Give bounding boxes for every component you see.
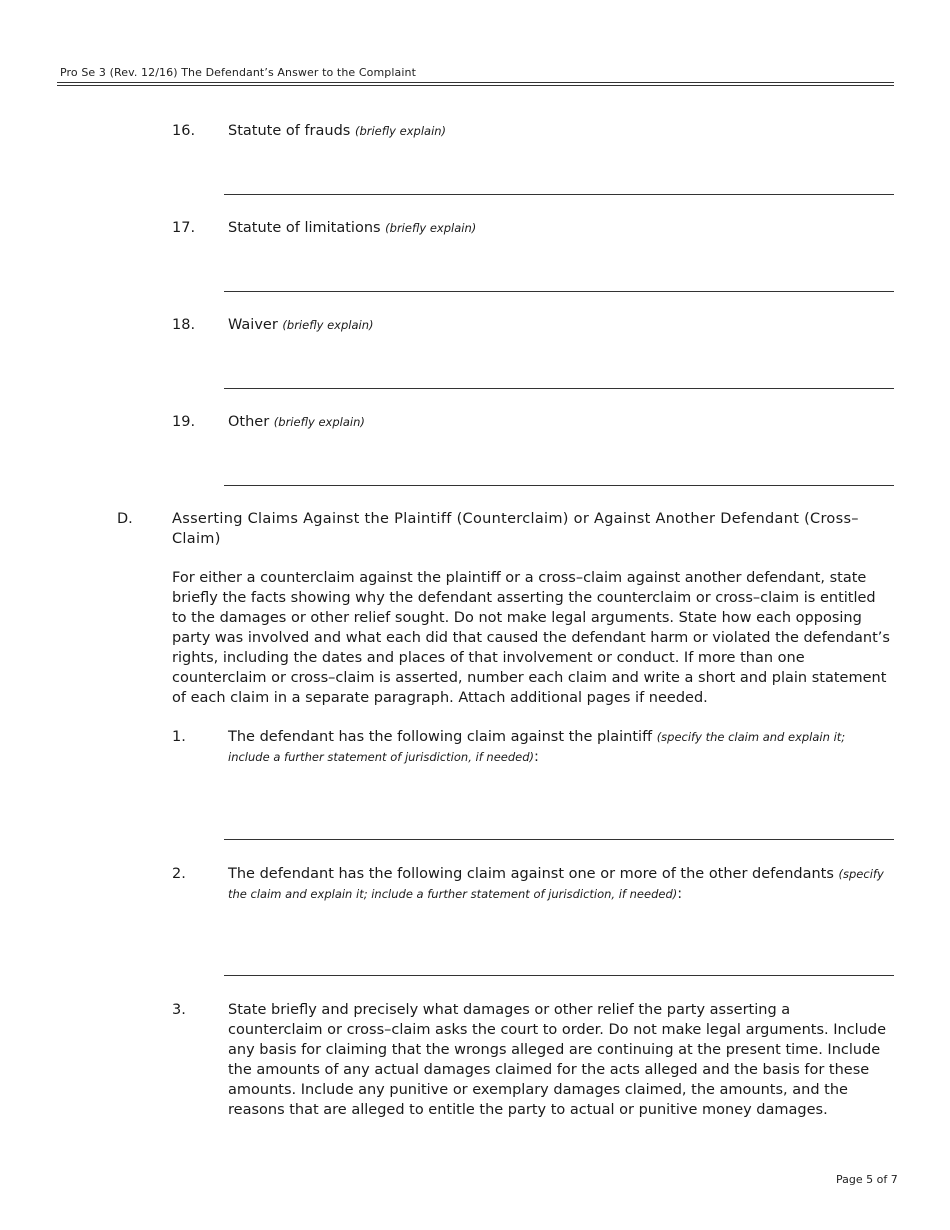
- claim-hint: (specify the claim and explain it; include a further statement of jurisdiction, if needed): [228, 867, 884, 901]
- defense-label-text: Waiver: [228, 317, 278, 333]
- defense-label-text: Statute of limitations: [228, 220, 381, 236]
- defense-label: [228, 412, 365, 432]
- claim-prompt: State briefly and precisely what damages or other relief the party asserting a counterclaim or cross–claim asks the court to order. Do not make legal arguments. Include any basis for claiming that the wrongs alleged are continuing at the present time. Include the amounts of any actual damages claimed for the acts alleged and the basis for these amounts. Include any punitive or exemplary damages claimed, the amounts, and the reasons that are alleged to entitle the party to actual or punitive money damages.: [228, 1002, 887, 1118]
- defense-hint: (briefly explain): [273, 415, 365, 429]
- defense-label-text: Statute of frauds: [228, 123, 351, 139]
- defense-number: 18.: [172, 317, 196, 333]
- answer-line-17[interactable]: [224, 291, 894, 292]
- claim-number: 2.: [172, 866, 186, 882]
- answer-line-16[interactable]: [224, 194, 894, 195]
- defense-hint: (briefly explain): [385, 221, 477, 235]
- claim-number: 1.: [172, 729, 186, 745]
- claim-hint: (specify the claim and explain it; include a further statement of jurisdiction, if needed): [228, 730, 846, 764]
- answer-line-19[interactable]: [224, 485, 894, 486]
- answer-line-claim-1[interactable]: [224, 839, 894, 840]
- defense-label: [228, 218, 476, 238]
- claim-number: 3.: [172, 1002, 186, 1018]
- section-letter: D.: [117, 511, 133, 527]
- section-instructions: For either a counterclaim against the plaintiff or a cross–claim against another defendant, state briefly the facts showing why the defendant asserting the counterclaim or cross–claim is entitled to the damages or other relief sought. Do not make legal arguments. State how each opposing party was involved and what each did that caused the defendant harm or violated the defendant’s rights, including the dates and places of that involvement or conduct. If more than one counterclaim or cross–claim is asserted, number each claim and write a short and plain statement of each claim in a separate paragraph. Attach additional pages if needed.: [172, 570, 890, 706]
- header-double-rule: [57, 82, 894, 86]
- defense-number: 19.: [172, 414, 196, 430]
- answer-line-18[interactable]: [224, 388, 894, 389]
- claim-suffix: :: [534, 749, 539, 765]
- page-number: Page 5 of 7: [836, 1173, 898, 1186]
- answer-line-claim-2[interactable]: [224, 975, 894, 976]
- claim-text: The defendant has the following claim against one or more of the other defendants: [228, 866, 834, 882]
- defense-label-text: Other: [228, 414, 270, 430]
- form-header-title: Pro Se 3 (Rev. 12/16) The Defendant’s Answer to the Complaint: [60, 66, 417, 79]
- claim-text: The defendant has the following claim against the plaintiff: [228, 729, 653, 745]
- defense-hint: (briefly explain): [282, 318, 374, 332]
- claim-prompt: [228, 727, 888, 767]
- defense-label: [228, 121, 446, 141]
- section-title: Asserting Claims Against the Plaintiff (Counterclaim) or Against Another Defendant (Cross–Claim): [172, 511, 859, 547]
- defense-label: [228, 315, 373, 335]
- claim-prompt: [228, 864, 888, 904]
- defense-number: 17.: [172, 220, 196, 236]
- defense-hint: (briefly explain): [354, 124, 447, 138]
- claim-suffix: :: [677, 886, 683, 902]
- defense-number: 16.: [172, 123, 196, 139]
